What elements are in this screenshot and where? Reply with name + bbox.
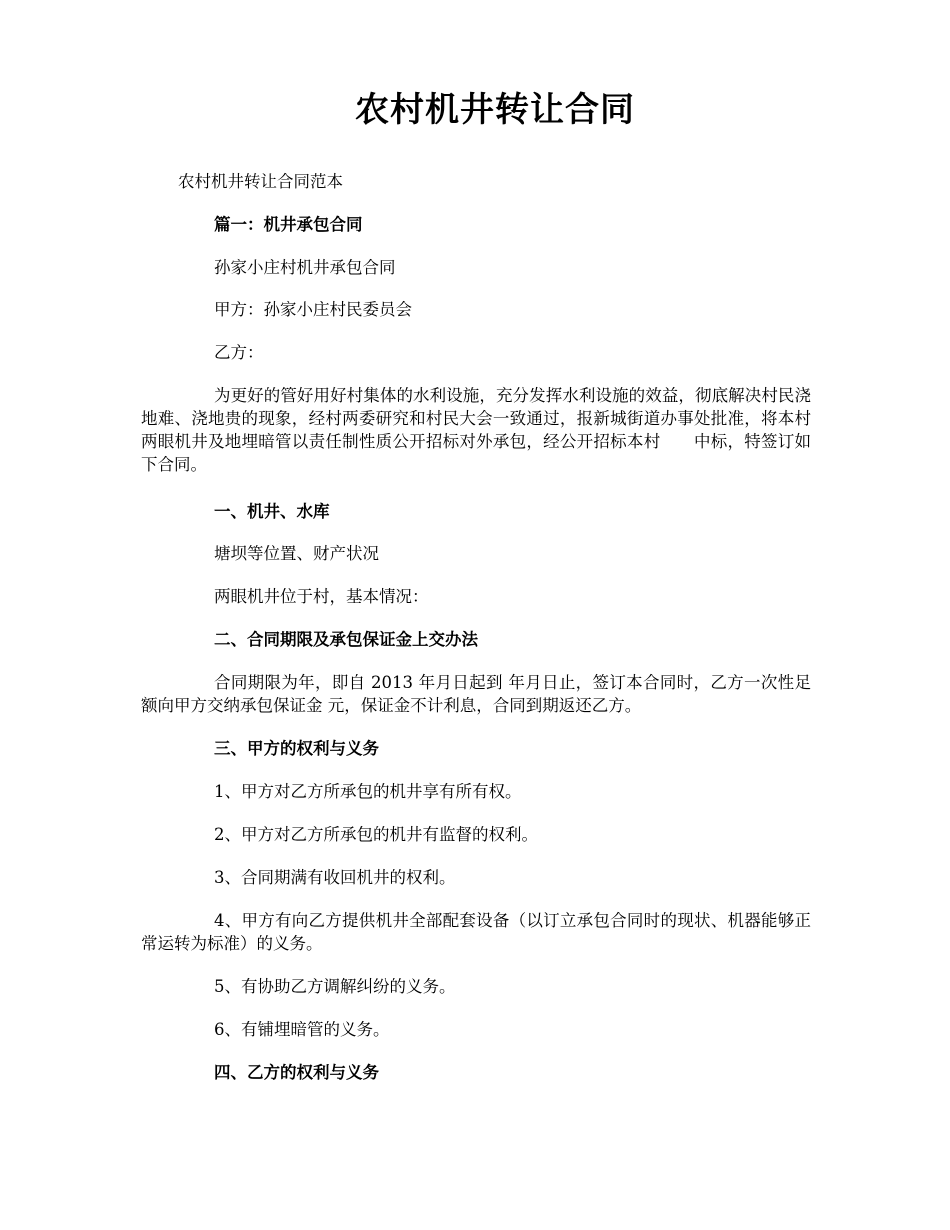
heading-1: 一、机井、水库 <box>214 502 330 521</box>
list-item: 3、合同期满有收回机井的权利。 <box>214 868 456 887</box>
heading-4: 四、乙方的权利与义务 <box>214 1063 379 1082</box>
heading-2: 二、合同期限及承包保证金上交办法 <box>214 630 478 649</box>
list-item: 6、有铺埋暗管的义务。 <box>214 1020 390 1039</box>
party-a: 甲方：孙家小庄村民委员会 <box>214 300 412 319</box>
document-subtitle: 农村机井转让合同范本 <box>178 172 343 191</box>
intro-paragraph: 为更好的管好用好村集体的水利设施，充分发挥水利设施的效益，彻底解决村民浇地难、浇地贵的现象，经村两委研究和村民大会一致通过，报新城街道办事处批准，将本村两眼机井及地埋暗管以责任制性质公开招标对外承包，经公开招标本村 中标，特签订如下合同。 <box>141 386 811 474</box>
heading-3: 三、甲方的权利与义务 <box>214 739 379 758</box>
list-item: 4、甲方有向乙方提供机井全部配套设备（以订立承包合同时的现状、机器能够正常运转为标准）的义务。 <box>141 911 811 953</box>
list-item: 1、甲方对乙方所承包的机井享有所有权。 <box>214 782 522 801</box>
document-title: 农村机井转让合同 <box>355 90 635 130</box>
line-1b: 两眼机井位于村，基本情况： <box>214 587 429 606</box>
section-heading: 篇一：机井承包合同 <box>214 215 363 234</box>
contract-name: 孙家小庄村机井承包合同 <box>214 258 396 277</box>
paragraph-2: 合同期限为年，即自 2013 年月日起到 年月日止，签订本合同时，乙方一次性足额向甲方交纳承包保证金 元，保证金不计利息，合同到期返还乙方。 <box>141 673 811 715</box>
list-item: 5、有协助乙方调解纠纷的义务。 <box>214 977 456 996</box>
line-1a: 塘坝等位置、财产状况 <box>214 544 379 563</box>
list-item: 2、甲方对乙方所承包的机井有监督的权利。 <box>214 825 538 844</box>
party-b: 乙方： <box>214 343 264 362</box>
